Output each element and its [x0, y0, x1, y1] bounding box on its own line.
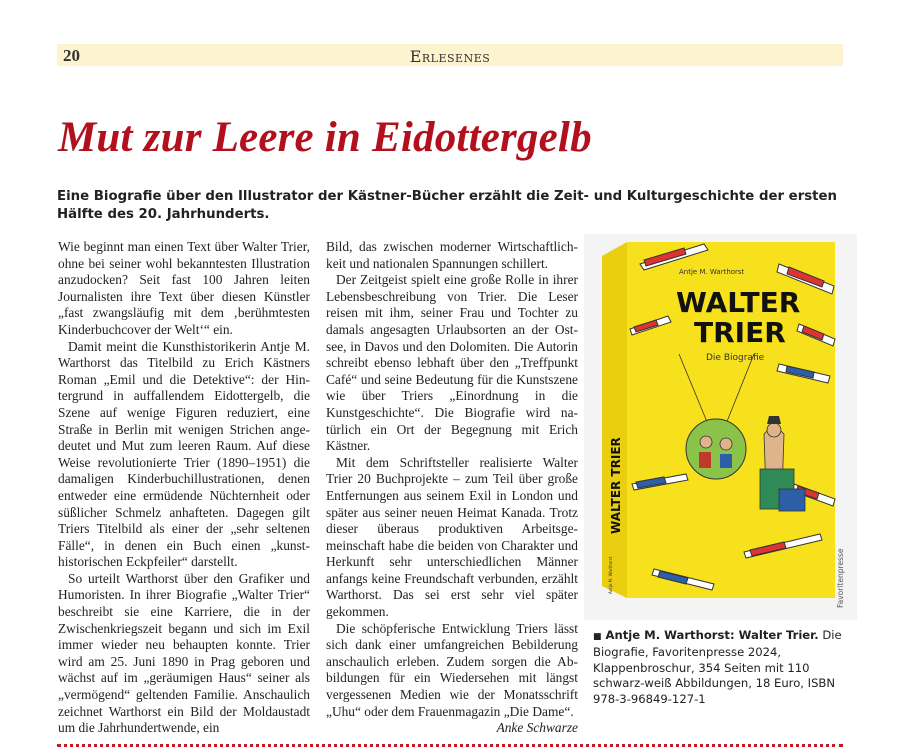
footer-divider — [57, 744, 843, 747]
book-cover-illustration — [584, 234, 857, 620]
book-spine — [602, 242, 627, 598]
book-cover-image — [584, 234, 857, 620]
article-title: Mut zur Leere in Eidottergelb — [58, 114, 592, 161]
caption-details: Die Biografie, Favoritenpresse 2024, Klappenbroschur, 354 Seiten mit 110 schwarz-weiß Abbildungen, 18 Euro, ISBN 978-3-96849-127-1 — [593, 628, 842, 706]
paragraph — [326, 620, 578, 736]
page-number: 20 — [63, 46, 80, 65]
spine-title: WALTER TRIER — [609, 437, 623, 534]
caption-bullet: ■ — [593, 632, 602, 642]
cover-title-line2: TRIER — [694, 316, 786, 349]
paragraph: Mit dem Schriftsteller realisierte Walter Trier 20 Buchprojekte – zum Teil über große Entfernungen aus seinem Exil in London und später aus seiner neuen Heimat Kanada. Trotz dieser überaus produktiven Arbeitsgemeinschaft habe die beiden von Charakter und Herkunft sehr unterschiedlichen Männer anfangs keine Freundschaft verbunden, erzählt Warthorst. Das sei erst sehr viel später gekommen. — [326, 454, 578, 620]
paragraph-text: Die schöpferische Entwicklung Triers lässt sich dank einer umfangreichen Bebilderung anschaulich erleben. Zudem sorgen die Abbildungen für ein Wiedersehen mit längst vergessenen Medien wie der Monatsschrift „Uhu“ oder dem Frauenmagazin „Die Dame“. — [326, 620, 578, 719]
section-title: Erlesenes — [409, 47, 491, 66]
paragraph: Wie beginnt man einen Text über Walter Trier, ohne bei seiner wohl bekanntesten Illustration anzudocken? Seit fast 100 Jahren leiten Journalisten ihre Text über diesen Künstler „fast zwangsläufig mit dem ‚berühmtesten Kinderbuchcover der Welt‘“ ein. — [58, 239, 310, 337]
paragraph: Bild, das zwischen moderner Wirtschaftlichkeit und nationalen Spannungen schillert. — [326, 239, 578, 271]
caption-book-title: Antje M. Warthorst: Walter Trier. — [605, 628, 819, 642]
cover-author: Antje M. Warthorst — [679, 268, 745, 276]
paragraph: So urteilt Warthorst über den Grafiker und Humoristen. In ihrer Biografie „Walter Trier“ beschreibt sie eine Karriere, die in der Zwischenkriegszeit begann und sich im Exil immer wieder neu behaupten konnte. Trier wird am 25. Juni 1890 in Prag geboren und wächst auf im „geräumigen Haus“ seiner als „vermögend“ geltenden Familie. Anschaulich zeichnet Warthorst ein Bild der Moldaustadt um die Jahrhundertwende, ein — [58, 570, 310, 736]
text-column-2 — [326, 239, 578, 737]
author-signature: Anke Schwarze — [496, 720, 578, 736]
article-lead: Eine Biografie über den Illustrator der Kästner-Bücher erzählt die Zeit- und Kulturgeschichte der ersten Hälfte des 20. Jahrhunderts. — [57, 189, 838, 222]
cover-subtitle: Die Biografie — [706, 353, 765, 363]
photo-credit: Favoritenpresse — [836, 548, 845, 608]
paragraph: Damit meint die Kunsthistorikerin Antje M. Warthorst das Titelbild zu Erich Kästners Roman „Emil und die Detektive“: der Hintergrund in auffallendem Eidottergelb, die Szene auf wenige Figuren reduziert, eine Straße in Berlin mit wenigen Strichen angedeutet und Mut zum leeren Raum. Auf diese Weise revolutionierte Trier (1890–1951) die damaligen Kinderbuchillustrationen, denen entweder eine ermüdende Nüchternheit oder süßlicher Schmelz anhafteten. Dagegen gilt Triers Titelbild als einer der „sehr seltenen Fälle“, in denen ein Buch einen „kunsthistorischen Eckpfeiler“ darstellt. — [58, 338, 310, 570]
text-column-1 — [58, 239, 310, 737]
image-caption — [593, 628, 853, 707]
spine-author: Antje M. Warthorst — [608, 556, 613, 594]
cover-title-line1: WALTER — [676, 286, 801, 319]
paragraph: Der Zeitgeist spielt eine große Rolle in ihrer Lebensbeschreibung von Trier. Die Leser reisen mit ihm, seiner Frau und Tochter zu damals angesagten Urlaubsorten an der Ostsee, in Davos und den Dolomiten. Die Autorin schreibt ebenso lebhaft über den „Treffpunkt Café“ und seine Bedeutung für die Kunstszene wie über Triers „Einordnung in die Kunstgeschichte“. Die Biografie wird natürlich ein Ort der Begegnung mit Erich Kästner. — [326, 272, 578, 454]
